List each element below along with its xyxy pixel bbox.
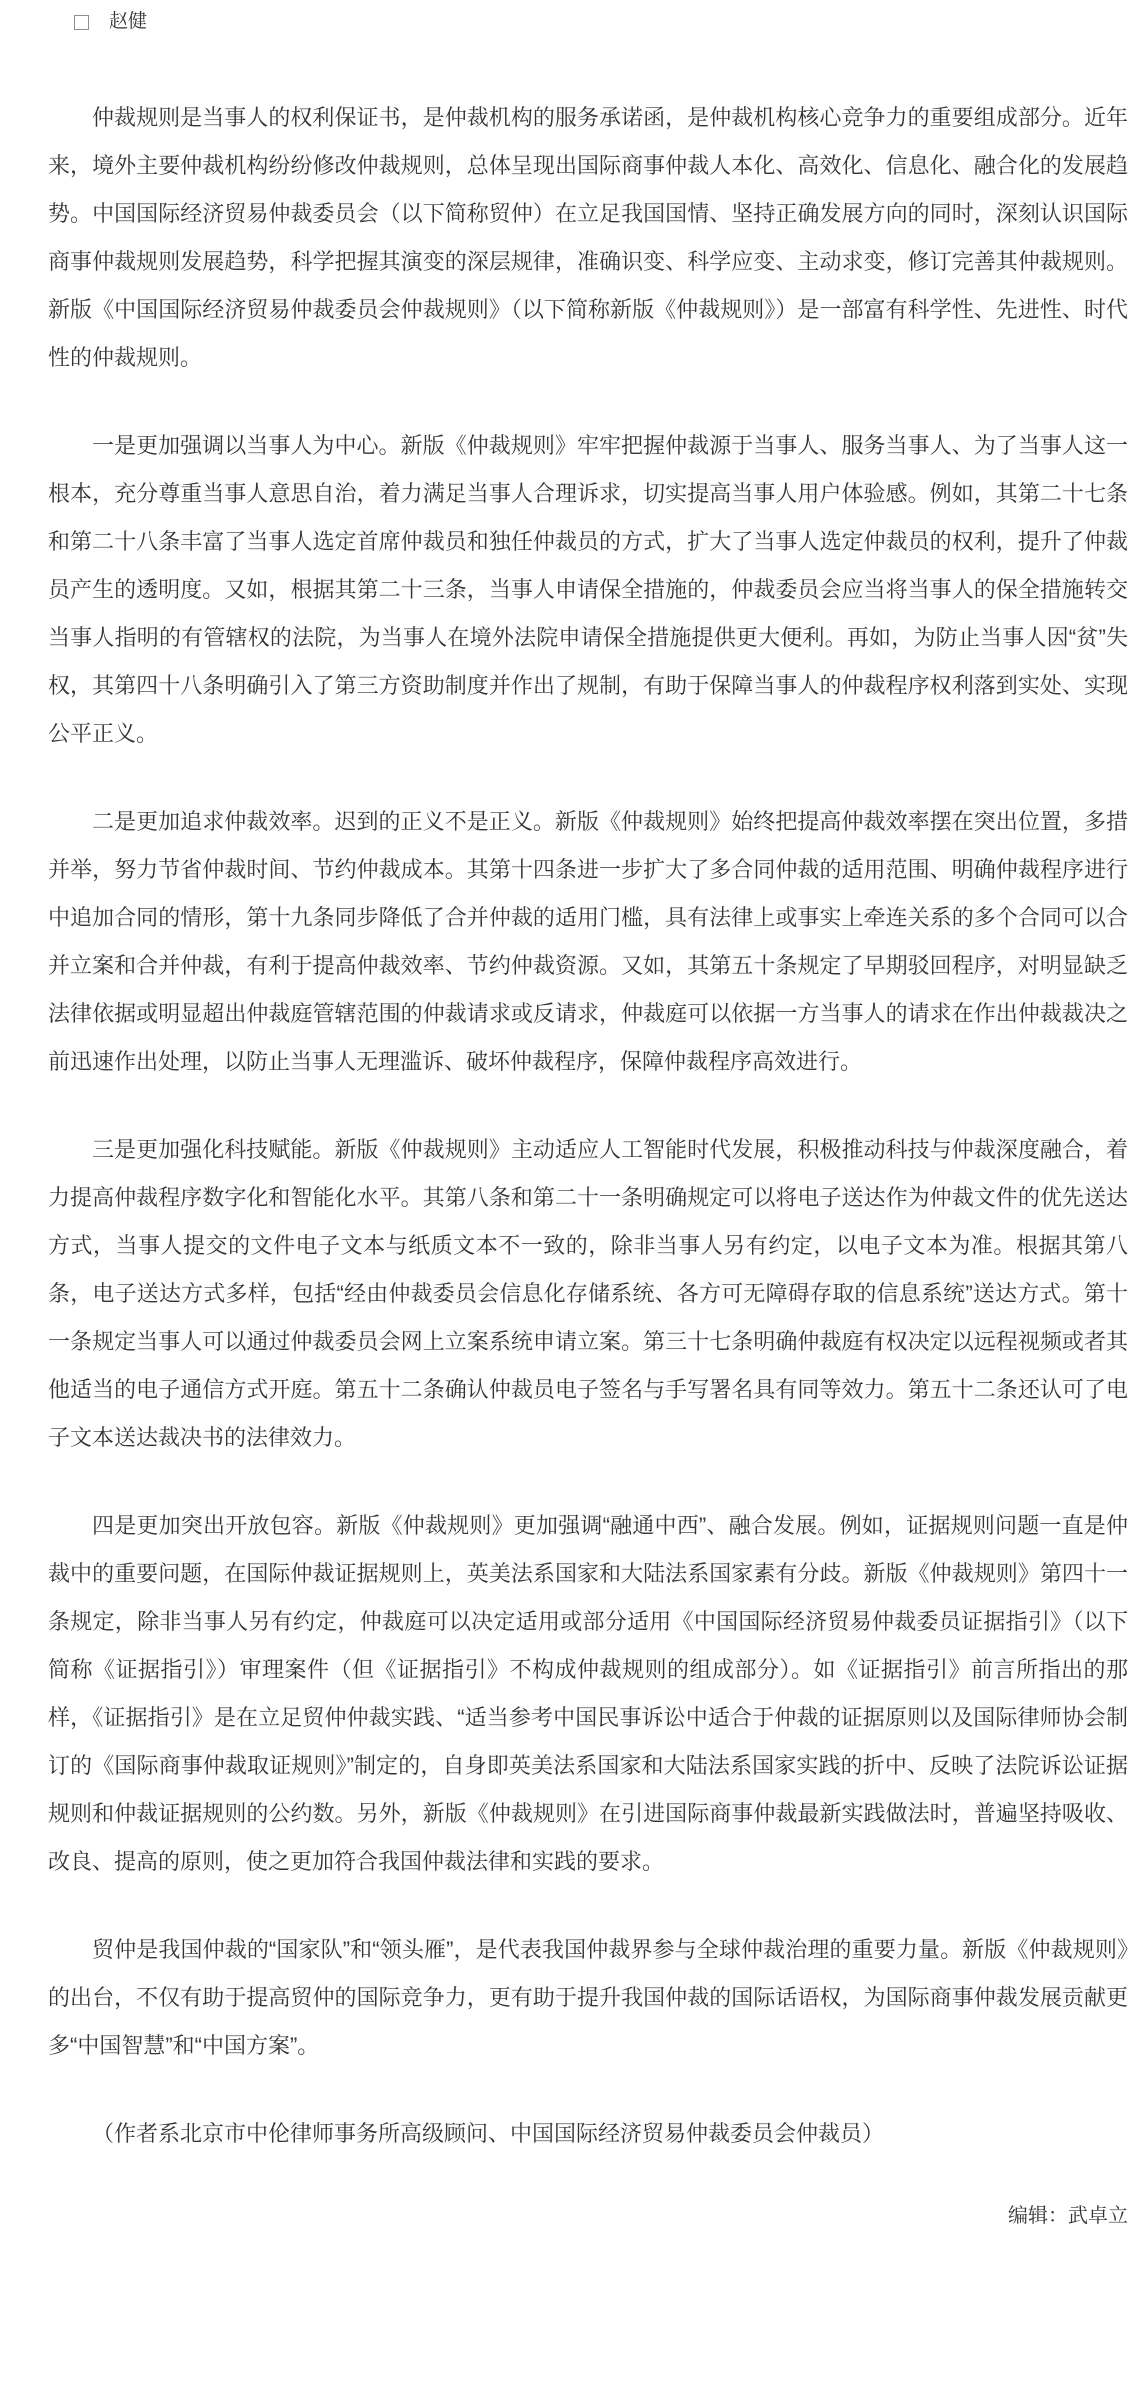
article-body [48,94,1128,2158]
author-byline [48,8,1128,36]
paragraph: 一是更加强调以当事人为中心。新版《仲裁规则》牢牢把握仲裁源于当事人、服务当事人、为了当事人这一根本，充分尊重当事人意思自治，着力满足当事人合理诉求，切实提高当事人用户体验感。例如，其第二十七条和第二十八条丰富了当事人选定首席仲裁员和独任仲裁员的方式，扩大了当事人选定仲裁员的权利，提升了仲裁员产生的透明度。又如，根据其第二十三条，当事人申请保全措施的，仲裁委员会应当将当事人的保全措施转交当事人指明的有管辖权的法院，为当事人在境外法院申请保全措施提供更大便利。再如，为防止当事人因“贫”失权，其第四十八条明确引入了第三方资助制度并作出了规制，有助于保障当事人的仲裁程序权利落到实处、实现公平正义。 [48,433,1128,746]
paragraph: 三是更加强化科技赋能。新版《仲裁规则》主动适应人工智能时代发展，积极推动科技与仲裁深度融合，着力提高仲裁程序数字化和智能化水平。其第八条和第二十一条明确规定可以将电子送达作为仲裁文件的优先送达方式，当事人提交的文件电子文本与纸质文本不一致的，除非当事人另有约定，以电子文本为准。根据其第八条，电子送达方式多样，包括“经由仲裁委员会信息化存储系统、各方可无障碍存取的信息系统”送达方式。第十一条规定当事人可以通过仲裁委员会网上立案系统申请立案。第三十七条明确仲裁庭有权决定以远程视频或者其他适当的电子通信方式开庭。第五十二条确认仲裁员电子签名与手写署名具有同等效力。第五十二条还认可了电子文本送达裁决书的法律效力。 [48,1137,1128,1450]
article-container [48,0,1128,2244]
paragraph: 仲裁规则是当事人的权利保证书，是仲裁机构的服务承诺函，是仲裁机构核心竞争力的重要组成部分。近年来，境外主要仲裁机构纷纷修改仲裁规则，总体呈现出国际商事仲裁人本化、高效化、信息化、融合化的发展趋势。中国国际经济贸易仲裁委员会（以下简称贸仲）在立足我国国情、坚持正确发展方向的同时，深刻认识国际商事仲裁规则发展趋势，科学把握其演变的深层规律，准确识变、科学应变、主动求变，修订完善其仲裁规则。新版《中国国际经济贸易仲裁委员会仲裁规则》（以下简称新版《仲裁规则》）是一部富有科学性、先进性、时代性的仲裁规则。 [48,105,1128,370]
editor-credit: 编辑：武卓立 [1008,2205,1128,2227]
paragraph: （作者系北京市中伦律师事务所高级顾问、中国国际经济贸易仲裁委员会仲裁员） [92,2121,885,2146]
paragraph: 贸仲是我国仲裁的“国家队”和“领头雁”，是代表我国仲裁界参与全球仲裁治理的重要力量。新版《仲裁规则》的出台，不仅有助于提高贸仲的国际竞争力，更有助于提升我国仲裁的国际话语权，为国际商事仲裁发展贡献更多“中国智慧”和“中国方案”。 [48,1937,1128,2058]
paragraph: 四是更加突出开放包容。新版《仲裁规则》更加强调“融通中西”、融合发展。例如，证据规则问题一直是仲裁中的重要问题，在国际仲裁证据规则上，英美法系国家和大陆法系国家素有分歧。新版《仲裁规则》第四十一条规定，除非当事人另有约定，仲裁庭可以决定适用或部分适用《中国国际经济贸易仲裁委员证据指引》（以下简称《证据指引》）审理案件（但《证据指引》不构成仲裁规则的组成部分）。如《证据指引》前言所指出的那样，《证据指引》是在立足贸仲仲裁实践、“适当参考中国民事诉讼中适合于仲裁的证据原则以及国际律师协会制订的《国际商事仲裁取证规则》”制定的，自身即英美法系国家和大陆法系国家实践的折中、反映了法院诉讼证据规则和仲裁证据规则的公约数。另外，新版《仲裁规则》在引进国际商事仲裁最新实践做法时，普遍坚持吸收、改良、提高的原则，使之更加符合我国仲裁法律和实践的要求。 [48,1513,1128,1874]
author-name: 赵健 [109,11,148,32]
square-bullet-icon [74,15,89,30]
paragraph: 二是更加追求仲裁效率。迟到的正义不是正义。新版《仲裁规则》始终把提高仲裁效率摆在突出位置，多措并举，努力节省仲裁时间、节约仲裁成本。其第十四条进一步扩大了多合同仲裁的适用范围、明确仲裁程序进行中追加合同的情形，第十九条同步降低了合并仲裁的适用门槛，具有法律上或事实上牵连关系的多个合同可以合并立案和合并仲裁，有利于提高仲裁效率、节约仲裁资源。又如，其第五十条规定了早期驳回程序，对明显缺乏法律依据或明显超出仲裁庭管辖范围的仲裁请求或反请求，仲裁庭可以依据一方当事人的请求在作出仲裁裁决之前迅速作出处理，以防止当事人无理滥诉、破坏仲裁程序，保障仲裁程序高效进行。 [48,809,1128,1074]
